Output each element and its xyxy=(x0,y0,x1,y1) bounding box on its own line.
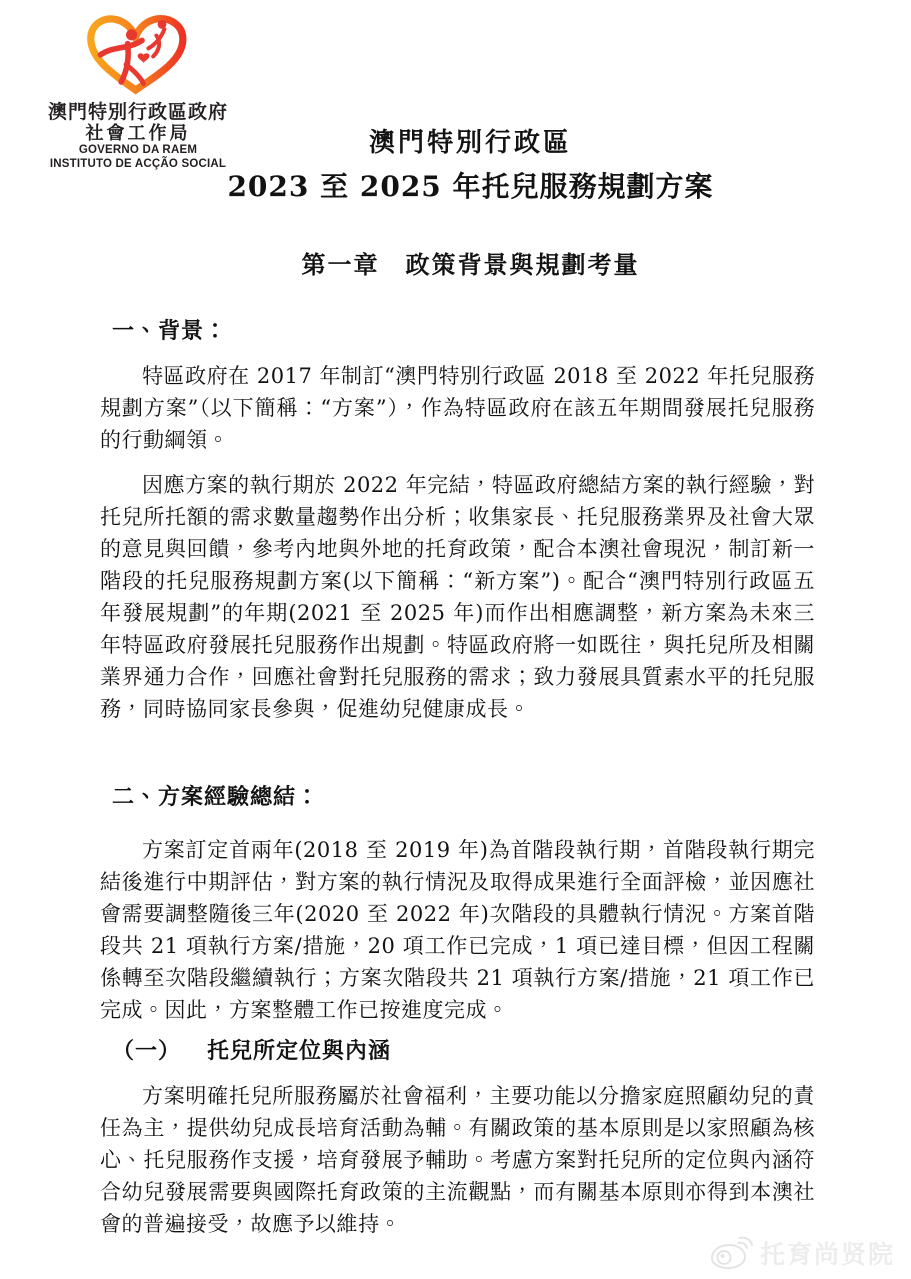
subsection-1-title: 托兒所定位與內涵 xyxy=(207,1038,392,1064)
subsection-1-number: （一） xyxy=(112,1038,182,1064)
document-body xyxy=(100,316,815,1240)
weibo-icon xyxy=(709,1236,753,1270)
org-name-zh-line1: 澳門特別行政區政府 xyxy=(47,102,228,123)
document-title-block xyxy=(15,0,911,206)
section-2-paragraph-1: 方案訂定首兩年(2018 至 2019 年)為首階段執行期，首階段執行期完結後進行中期評估，對方案的執行情況及取得成果進行全面評檢，並因應社會需要調整隨後三年(2020 至 2022 年)次階段的具體執行情況。方案首階段共 21 項執行方案/措施，20 項工作已完成，1 項已達目標，但因工程關係轉至次階段繼續執行；方案次階段共 21 項執行方案/措施，21 項工作已完成。因此，方案整體工作已按進度完成。 xyxy=(100,838,815,1022)
chapter-heading xyxy=(15,250,911,280)
section-2-heading: 二、方案經驗總結： xyxy=(112,784,320,810)
org-name-en-line2: INSTITUTO DE ACÇÃO SOCIAL xyxy=(49,158,227,170)
org-name-en-line1: GOVERNO DA RAEM xyxy=(78,144,198,156)
section-1-paragraph-1: 特區政府在 2017 年制訂“澳門特別行政區 2018 至 2022 年托兒服務規劃方案”（以下簡稱：“方案”），作為特區政府在該五年期間發展托兒服務的行動綱領。 xyxy=(100,364,815,452)
chapter-title: 政策背景與規劃考量 xyxy=(405,250,640,279)
watermark-text: 托育尚贤院 xyxy=(759,1241,895,1269)
section-1-heading: 一、背景： xyxy=(112,318,228,344)
document-title-line2: 2023 至 2025 年托兒服務規劃方案 xyxy=(227,170,714,203)
org-name-zh-line2: 社會工作局 xyxy=(85,123,191,143)
chapter-number: 第一章 xyxy=(301,250,380,279)
subsection-1-heading xyxy=(112,1036,815,1066)
watermark xyxy=(709,1235,895,1271)
document-title-line1: 澳門特別行政區 xyxy=(368,128,572,158)
section-1-paragraph-2: 因應方案的執行期於 2022 年完結，特區政府總結方案的執行經驗，對托兒所托額的需求數量趨勢作出分析；收集家長、托兒服務業界及社會大眾的意見與回饋，參考內地與外地的托育政策，配合本澳社會現況，制訂新一階段的托兒服務規劃方案(以下簡稱：“新方案”)。配合“澳門特別行政區五年發展規劃”的年期(2021 至 2025 年)而作出相應調整，新方案為未來三年特區政府發展托兒服務作出規劃。特區政府將一如既往，與托兒所及相關業界通力合作，回應社會對托兒服務的需求；致力發展具質素水平的托兒服務，同時協同家長參與，促進幼兒健康成長。 xyxy=(100,473,815,721)
subsection-1-paragraph-1: 方案明確托兒所服務屬於社會福利，主要功能以分擔家庭照顧幼兒的責任為主，提供幼兒成長培育活動為輔。有關政策的基本原則是以家照顧為核心、托兒服務作支援，培育發展予輔助。考慮方案對托兒所的定位與內涵符合幼兒發展需要與國際托育政策的主流觀點，而有關基本原則亦得到本澳社會的普遍接受，故應予以維持。 xyxy=(100,1084,815,1236)
